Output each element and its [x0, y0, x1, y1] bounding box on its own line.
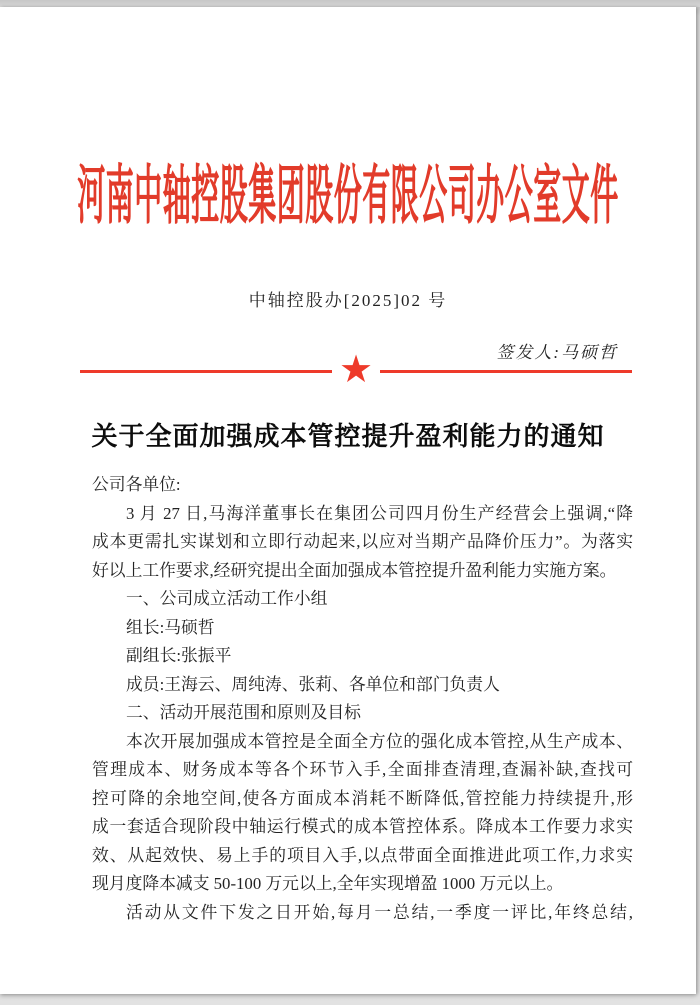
body-line: 成一套适合现阶段中轴运行模式的成本管控体系。降成本工作要力求实	[92, 817, 633, 836]
letterhead-title: 河南中轴控股集团股份有限公司办公室文件	[77, 160, 619, 232]
body-line: 好以上工作要求,经研究提出全面加强成本管控提升盈利能力实施方案。	[92, 560, 617, 580]
body-line: 活动从文件下发之日开始,每月一总结,一季度一评比,年终总结,	[126, 902, 633, 922]
body-line: 成员:王海云、周纯涛、张莉、各单位和部门负责人	[126, 674, 500, 694]
body-line: 控可降的余地空间,使各方面成本消耗不断降低,管控能力持续提升,形	[92, 788, 633, 808]
body-line: 本次开展加强成本管控是全面全方位的强化成本管控,从生产成本、	[126, 731, 633, 751]
body-line: 公司各单位:	[92, 475, 181, 494]
body-line: 现月度降本减支 50-100 万元以上,全年实现增盈 1000 万元以上。	[92, 874, 564, 893]
body-line: 组长:马硕哲	[126, 617, 215, 637]
issuer-line: 签发人:马硕哲	[496, 343, 618, 362]
divider-line-right	[380, 370, 632, 373]
document-body	[92, 471, 633, 927]
document-number: 中轴控股办[2025]02 号	[248, 291, 448, 310]
document-page	[0, 7, 696, 994]
divider-line-left	[80, 370, 332, 373]
body-line: 一、公司成立活动工作小组	[126, 589, 328, 608]
body-line: 副组长:张振平	[126, 646, 232, 665]
body-line: 3 月 27 日,马海洋董事长在集团公司四月份生产经营会上强调,“降	[126, 503, 633, 523]
body-line: 效、从起效快、易上手的项目入手,以点带面全面推进此项工作,力求实	[92, 845, 633, 865]
body-line: 管理成本、财务成本等各个环节入手,全面排查清理,查漏补缺,查找可	[92, 760, 633, 779]
body-line: 成本更需扎实谋划和立即行动起来,以应对当期产品降价压力”。为落实	[92, 532, 633, 551]
star-icon: ★	[338, 348, 374, 391]
red-divider	[80, 348, 632, 391]
body-line: 二、活动开展范围和原则及目标	[126, 703, 361, 722]
document-title: 关于全面加强成本管控提升盈利能力的通知	[91, 421, 605, 451]
